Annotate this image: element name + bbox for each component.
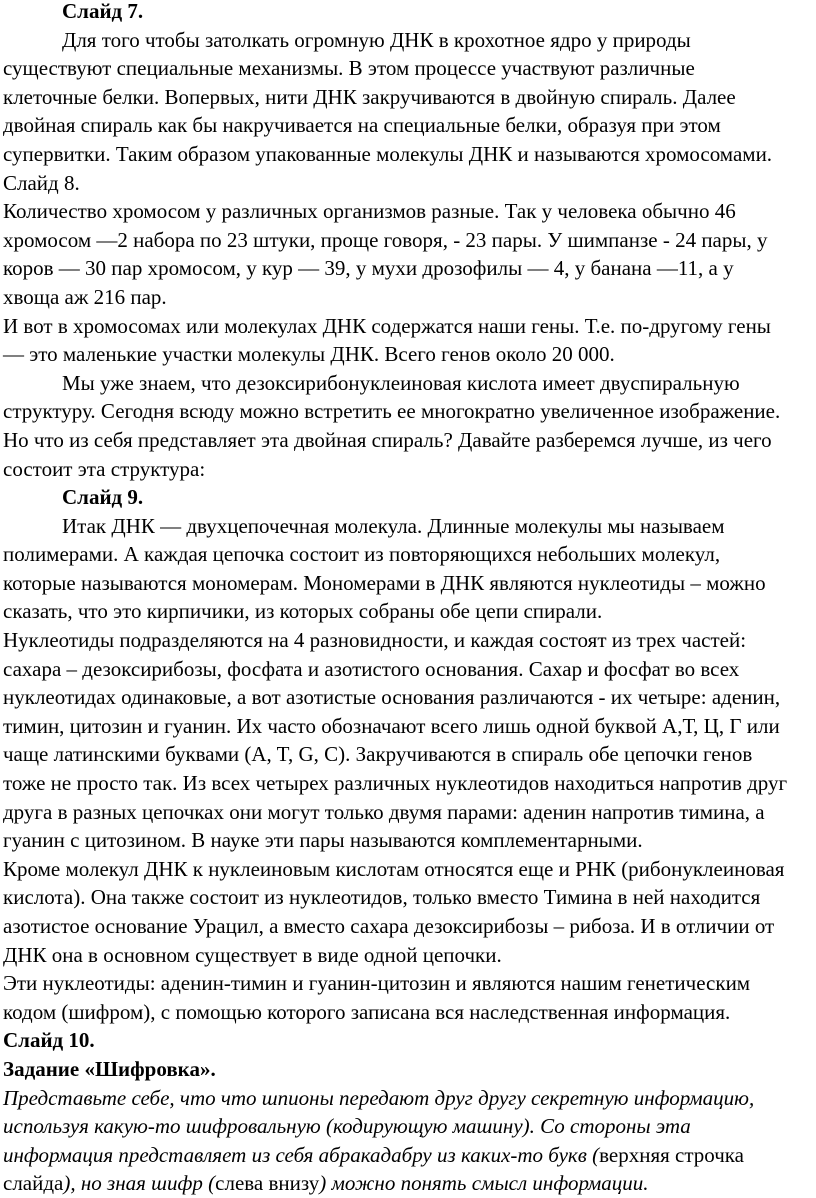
normal-span: слева внизу: [215, 1171, 320, 1196]
text-line: хвоща аж 216 пар.: [3, 284, 167, 309]
normal-span: верхняя строчка: [599, 1142, 744, 1167]
text-line: клеточные белки. Вопервых, нити ДНК закручиваются в двойную спираль. Далее: [3, 84, 736, 109]
text-line: тоже не просто так. Из всех четырех различных нуклеотидов находиться напротив друг: [3, 771, 788, 796]
text-line: гуанин с цитозином. В науке эти пары называются комплементарными.: [3, 828, 643, 853]
text-line: азотистое основание Урацил, а вместо сахара дезоксирибозы – рибоза. И в отличии от: [3, 914, 775, 938]
text-line: чаще латинскими буквами (A, T, G, C). Закручиваются в спираль обе цепочки генов: [3, 742, 753, 767]
slide-7-heading: Слайд 7.: [62, 0, 144, 23]
text-line: Представьте себе, что что шпионы передают друг другу секретную информацию,: [3, 1085, 755, 1110]
text-line: полимерами. А каждая цепочка состоит из повторяющихся небольших молекул,: [3, 542, 721, 567]
text-line: [3, 1141, 812, 1170]
text-line: которые называются мономерам. Мономерами в ДНК являются нуклеотиды – можно: [3, 570, 766, 595]
text-line: Мы уже знаем, что дезоксирибонуклеиновая кислота имеет двуспиральную: [62, 370, 740, 395]
text-line: структуру. Сегодня всюду можно встретить ее многократно увеличенное изображение.: [3, 399, 781, 424]
text-line: Для того чтобы затолкать огромную ДНК в крохотное ядро у природы: [62, 27, 691, 52]
text-line: нуклеотидах одинаковые, а вот азотистые основания различаются - их четыре: аденин,: [3, 685, 781, 710]
text-line: Эти нуклеотиды: аденин-тимин и гуанин-цитозин и являются нашим генетическим: [3, 971, 751, 996]
text-line: Кроме молекул ДНК к нуклеиновым кислотам относятся еще и РНК (рибонуклеиновая: [3, 856, 785, 881]
text-line: Количество хромосом у различных организмов разные. Так у человека обычно 46: [3, 199, 736, 224]
italic-span: ) можно понять смысл информации.: [319, 1171, 649, 1196]
text-line: кодом (шифром), с помощью которого записана вся наследственная информация.: [3, 999, 731, 1024]
slide-9-heading: Слайд 9.: [62, 485, 144, 510]
text-line: друга в разных цепочках они могут только двумя парами: аденин напротив тимина, а: [3, 799, 765, 824]
text-line: [3, 1169, 812, 1198]
text-line: супервитки. Таким образом упакованные молекулы ДНК и называются хромосомами.: [3, 141, 773, 166]
text-line: Нуклеотиды подразделяются на 4 разновидности, и каждая состоят из трех частей:: [3, 628, 747, 653]
text-line: — это маленькие участки молекулы ДНК. Всего генов около 20 000.: [3, 342, 615, 367]
text-line: Но что из себя представляет эта двойная спираль? Давайте разберемся лучше, из чего: [3, 427, 772, 452]
slide-8-heading: Слайд 8.: [3, 170, 80, 195]
slide-10-heading: Слайд 10.: [3, 1028, 95, 1053]
text-line: используя какую-то шифровальную (кодирующую машину). Со стороны эта: [3, 1114, 691, 1139]
text-line: кислота). Она также состоит из нуклеотидов, только вместо Тимина в ней находится: [3, 885, 761, 910]
text-line: Итак ДНК — двухцепочечная молекула. Длинные молекулы мы называем: [62, 513, 725, 538]
italic-span: информация представляет из себя абракадабру из каких-то букв (: [3, 1142, 600, 1167]
text-line: коров — 30 пар хромосом, у кур — 39, у мухи дрозофилы — 4, у банана —11, а у: [3, 256, 734, 281]
text-line: И вот в хромосомах или молекулах ДНК содержатся наши гены. Т.е. по-другому гены: [3, 313, 771, 338]
task-heading: Задание «Шифровка».: [3, 1056, 216, 1081]
text-line: сахара – дезоксирибозы, фосфата и азотистого основания. Сахар и фосфат во всех: [3, 656, 740, 681]
italic-span: ), но зная шифр (: [63, 1171, 216, 1196]
normal-span: слайда: [3, 1171, 64, 1196]
text-line: хромосом —2 набора по 23 штуки, проще говоря, - 23 пары. У шимпанзе - 24 пары, у: [3, 227, 768, 252]
text-line: двойная спираль как бы накручивается на специальные белки, образуя при этом: [3, 113, 721, 138]
text-line: состоит эта структура:: [3, 456, 206, 481]
text-line: ДНК она в основном существует в виде одной цепочки.: [3, 942, 502, 967]
text-line: сказать, что это кирпичики, из которых собраны обе цепи спирали.: [3, 599, 603, 624]
text-line: существуют специальные механизмы. В этом процессе участвуют различные: [3, 56, 695, 81]
text-line: тимин, цитозин и гуанин. Их часто обозначают всего лишь одной буквой А,Т, Ц, Г или: [3, 713, 780, 738]
